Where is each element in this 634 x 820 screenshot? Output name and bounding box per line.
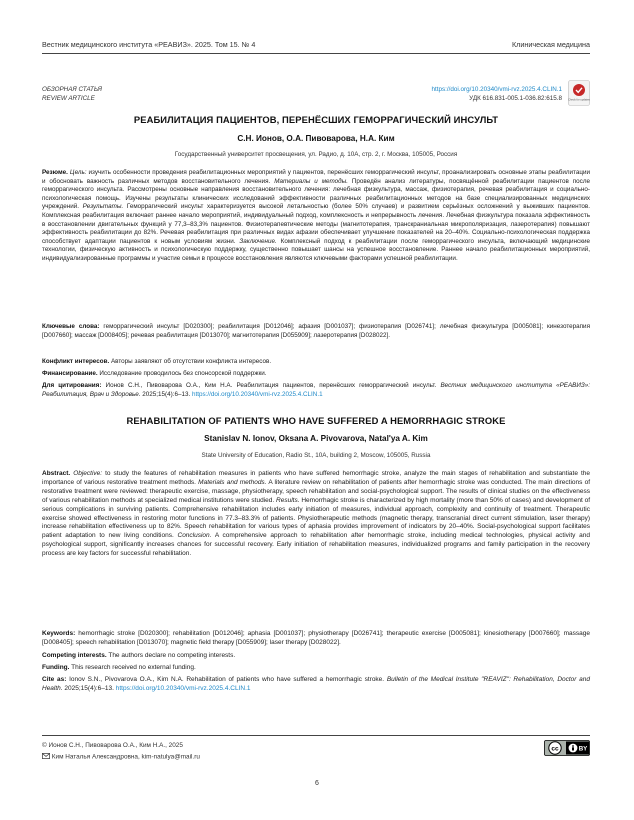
header-rule: [42, 53, 590, 54]
check-for-updates-badge[interactable]: [568, 80, 590, 106]
article-type-ru: ОБЗОРНАЯ СТАТЬЯ: [42, 86, 102, 93]
udk-code: УДК 616.831-005.1-036.82:615.8: [469, 95, 562, 102]
abstract-text: Геморрагический инсульт характеризуется высокой летальностью (более 50% случаев) и развитием серьёзных осложнений у выживших пациентов. Комплексная реабилитация включает раннее начало мероприятий, индивидуальный подход, комплексность и непрерывность лечения. Лечебная физкультура показала эффективность в восстановлении двигательных функций у 77,3–83,3% пациентов. Физиотерапевтические методы (магнитотерапия, транскраниальная микрополяризация, лазеротерапия) повышают эффективность реабилитации до 82%. Речевая реабилитация при различных видах афазии обеспечивает улучшение показателей на 20–40%. Социально-психологическая поддержка способствует адаптации пациентов к новым условиям жизни.: [42, 203, 590, 245]
cite-text-en: Ionov S.N., Pivovarova O.A., Kim N.A. Rehabilitation of patients who have suffered a hemorrhagic stroke.: [66, 676, 387, 683]
abstract-text: Hemorrhagic stroke is characterized by high mortality (more than 50% of cases) and development of serious complications in surviving patients. Comprehensive rehabilitation includes early initiation of measures, individual approach, complexity and continuity of treatment. Therapeutic exercise showed effectiveness in restoring motor functions in 77.3–83.3% of patients. Physiotherapeutic methods (magnetic therapy, transcranial direct current stimulation, laser therapy) increase rehabilitation effectiveness up to 82%. Speech rehabilitation for various types of aphasia provides improvement of indicators by 20–40%. Social-psychological support facilitates patient adaptation to new living conditions.: [42, 496, 591, 540]
abstract-heading: Objective:: [73, 470, 103, 477]
conflict-ru: [42, 358, 590, 367]
keywords-label-ru: Ключевые слова:: [42, 323, 100, 330]
conflict-label-ru: Конфликт интересов.: [42, 358, 110, 365]
journal-header: Вестник медицинского института «РЕАВИЗ». 2025. Том 15. № 4: [42, 40, 256, 49]
abstract-text: A comprehensive approach to rehabilitation after hemorrhagic stroke, including medical technologies, physical activity and psychological support, significantly increases chances for successful recovery. Early initiation of rehabilitation measures, individualized programs and family participation in the recovery process are key factors for successful rehabilitation.: [42, 532, 590, 558]
abstract-heading: Conclusion.: [177, 532, 212, 540]
cite-label-en: Cite as:: [42, 676, 67, 683]
authors-en: Stanislav N. Ionov, Oksana A. Pivovarova, Natal'ya A. Kim: [204, 434, 428, 443]
conflict-text-en: The authors declare no competing interests.: [106, 652, 236, 659]
affiliation-ru: Государственный университет просвещения, ул. Радио, д. 10А, стр. 2, г. Москва, 105005, Россия: [174, 151, 458, 158]
cite-journal-ru: Вестник медицинского института «РЕАВИЗ»: Реабилитация, Врач и Здоровье.: [42, 382, 591, 398]
abstract-label-en: Abstract.: [42, 470, 71, 477]
title-en: REHABILITATION OF PATIENTS WHO HAVE SUFFERED A HEMORRHAGIC STROKE: [126, 415, 506, 426]
envelope-icon: [42, 754, 52, 761]
cite-year-ru: 2025;15(4):6–13.: [140, 390, 193, 398]
funding-ru: [42, 370, 590, 379]
abstract-label-ru: Резюме.: [42, 169, 68, 176]
abstract-heading: Материалы и методы.: [274, 177, 348, 185]
cite-year-en: 2025;15(4):6–13.: [62, 684, 116, 692]
cite-label-ru: Для цитирования:: [42, 382, 102, 389]
copyright: © Ионов С.Н., Пивоварова О.А., Ким Н.А., 2025: [42, 742, 183, 749]
abstract-text: to study the features of rehabilitation measures in patients who have suffered hemorrhagic stroke, analyze the main stages of rehabilitation and substantiate the importance of various restorative treatment methods.: [42, 470, 590, 486]
citation-ru: [42, 382, 590, 399]
funding-label-ru: Финансирование.: [42, 370, 98, 377]
article-type-en: REVIEW ARTICLE: [42, 95, 95, 102]
abstract-heading: Результаты.: [82, 203, 124, 211]
cite-journal-en: Bulletin of the Medical Institute "REAVIZ": Rehabilitation, Doctor and Health.: [42, 676, 591, 692]
authors-ru: С.Н. Ионов, О.А. Пивоварова, Н.А. Ким: [237, 134, 395, 143]
cc-by-license-badge[interactable]: [544, 740, 590, 756]
abstract-text: изучить особенности проведения реабилитационных мероприятий у пациентов, перенёсших геморрагический инсульт, проанализировать основные этапы реабилитации и обосновать важность различных методов восстановительного лечения.: [42, 169, 591, 185]
cite-text-ru: Ионов С.Н., Пивоварова О.А., Ким Н.А. Реабилитация пациентов, перенёсших геморрагический инсульт.: [101, 382, 441, 389]
funding-en: [42, 664, 590, 673]
keywords-label-en: Keywords:: [42, 630, 76, 637]
abstract-heading: Materials and methods.: [198, 478, 267, 486]
by-label: BY: [578, 745, 588, 753]
keywords-en: [42, 630, 590, 648]
contact-line: [42, 753, 200, 761]
conflict-label-en: Competing interests.: [42, 652, 107, 659]
funding-label-en: Funding.: [42, 664, 70, 671]
funding-text-ru: Исследование проводилось без спонсорской поддержки.: [97, 370, 267, 377]
cc-label: cc: [551, 745, 559, 753]
conflict-en: [42, 652, 590, 661]
title-ru: РЕАБИЛИТАЦИЯ ПАЦИЕНТОВ, ПЕРЕНЁСШИХ ГЕМОРРАГИЧЕСКИЙ ИНСУЛЬТ: [133, 114, 499, 125]
abstract-text: Комплексный подход к реабилитации после геморрагического инсульта, включающий медицинские технологии, физическую активность и психологическую поддержку, существенно повышает шансы на успешное восстановление. Раннее начало реабилитационных мероприятий, индивидуализированные программы и участие семьи в процессе восстановления являются ключевыми факторами успешной реабилитации.: [42, 237, 590, 262]
abstract-body-ru: [42, 169, 590, 262]
keywords-text-en: hemorrhagic stroke [D020300]; rehabilitation [D012046]; aphasia [D001037]; physiotherapy [D026741]; therapeutic exercise [D005081]; kinesiotherapy [D007660]; massage [D008405]; speech rehabilitation [D013070]; magnetic field therapy [D055909]; laser therapy [D028022].: [42, 630, 590, 646]
doi-link[interactable]: https://doi.org/10.20340/vmi-rvz.2025.4.CLIN.1: [431, 86, 562, 93]
footer-rule: [42, 735, 590, 736]
check-updates-icon: [568, 80, 590, 106]
keywords-text-ru: геморрагический инсульт [D020300]; реабилитация [D012046]; афазия [D001037]; физиотерапия [D026741]; лечебная физкультура [D005081]; кинезотерапия [D007660]; массаж [D008405]; речевая реабилитация [D013070]; магнитотерапия [D055909]; лазеротерапия [D028022].: [42, 323, 590, 339]
cc-by-icon: [544, 740, 590, 756]
badge-label: Check for updates: [568, 98, 590, 102]
funding-text-en: This research received no external funding.: [69, 664, 196, 671]
citation-en: [42, 676, 590, 694]
abstract-ru: [42, 169, 590, 264]
abstract-text: Проведён анализ литературы, посвящённой реабилитации пациентов после геморрагического инсульта. Рассмотрены основные направления восстановительного лечения: лечебная физкультура, массаж, физиотерапия, речевая реабилитация и социально-психологическая помощь. Изучены результаты клинических исследований эффективности различных реабилитационных методов на базе специализированных медицинских учреждений.: [42, 177, 590, 211]
conflict-text-ru: Авторы заявляют об отсутствии конфликта интересов.: [109, 358, 272, 365]
cite-doi-ru[interactable]: https://doi.org/10.20340/vmi-rvz.2025.4.CLIN.1: [192, 390, 323, 398]
page-number: 6: [315, 780, 319, 787]
keywords-ru: [42, 323, 590, 340]
abstract-heading: Цель:: [69, 169, 87, 176]
affiliation-en: State University of Education, Radio St., 10A, building 2, Moscow, 105005, Russia: [201, 452, 431, 459]
abstract-en: [42, 470, 590, 559]
abstract-heading: Заключение.: [239, 237, 277, 245]
abstract-heading: Results.: [276, 496, 300, 504]
contact-text: Ким Наталья Александровна, kim-natulya@mail.ru: [51, 753, 200, 761]
abstract-body-en: [42, 470, 590, 557]
section-header: Клиническая медицина: [512, 40, 590, 49]
abstract-text: A literature review on rehabilitation of patients after hemorrhagic stroke was conducted. The main directions of restorative treatment were reviewed: therapeutic exercise, massage, physiotherapy, speech rehabilitation and social-psychological support. The results of clinical studies on the effectiveness of various rehabilitation methods at specialized medical institutions were studied.: [42, 478, 591, 504]
cite-doi-en[interactable]: https://doi.org/10.20340/vmi-rvz.2025.4.CLIN.1: [115, 684, 251, 692]
